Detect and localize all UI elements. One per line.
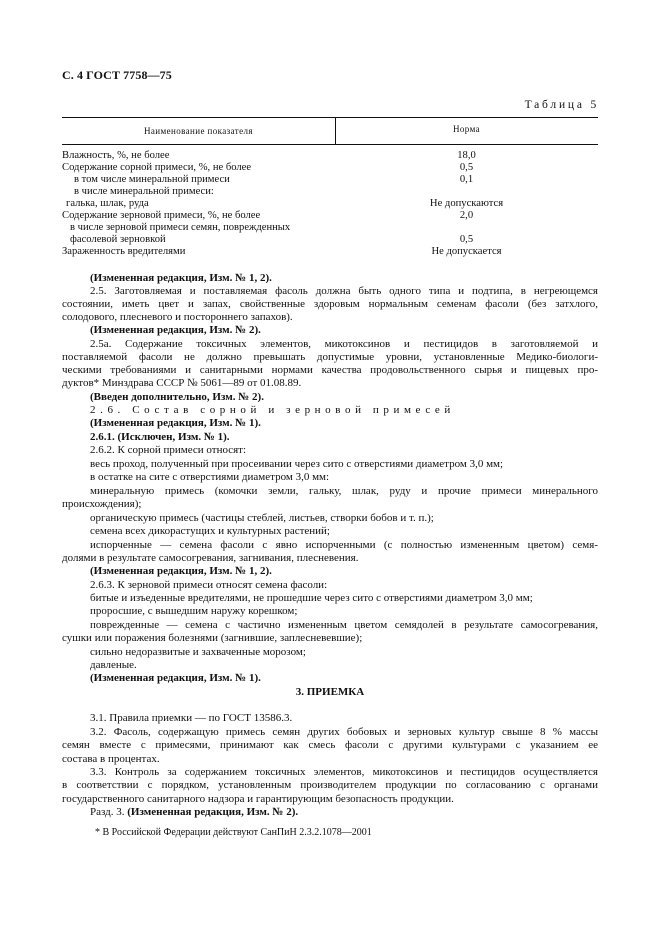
row-name: Зараженность вредителями <box>62 246 186 257</box>
paragraph-line: сушки или поражения болезнями (загнившие, заплесневевшие); <box>62 632 363 644</box>
section-note-prefix: Разд. 3. <box>90 806 125 818</box>
table-row <box>62 198 598 210</box>
table-header-rule <box>62 144 598 145</box>
amendment-note: (Введен дополнительно, Изм. № 2). <box>90 391 264 403</box>
amendment-note: 2.6.1. (Исключен, Изм. № 1). <box>90 431 230 443</box>
paragraph-line: минеральную примесь (комочки земли, гальку, шлак, руду и прочие примеси минерального <box>90 485 598 497</box>
paragraph-line: состава в процентах. <box>62 753 160 765</box>
footnote: * В Российской Федерации действуют СанПиН 2.3.2.1078—2001 <box>95 827 372 838</box>
amendment-note: (Измененная редакция, Изм. № 1). <box>90 417 261 429</box>
row-value: Не допускаются <box>429 198 504 209</box>
table-row <box>62 210 598 222</box>
paragraph-line: семена всех дикорастущих и культурных растений; <box>90 525 330 537</box>
row-name: в том числе минеральной примеси <box>74 174 230 185</box>
amendment-note: (Измененная редакция, Изм. № 2). <box>90 324 261 336</box>
amendment-note: (Измененная редакция, Изм. № 1, 2). <box>90 565 272 577</box>
table-caption: Таблица 5 <box>524 99 599 111</box>
table-header-indicator: Наименование показателя <box>144 126 253 136</box>
row-name: в числе зерновой примеси семян, поврежденных <box>70 222 291 233</box>
table-row <box>62 222 598 234</box>
paragraph-line: поврежденные — семена с частично измененным цветом семядолей в результате самосогревания, <box>90 619 598 631</box>
row-name: Содержание сорной примеси, %, не более <box>62 162 252 173</box>
paragraph-line: долями в результате самосогревания, загнивания, плесневения. <box>62 552 359 564</box>
page-header: С. 4 ГОСТ 7758—75 <box>62 68 172 82</box>
table-top-rule <box>62 117 598 118</box>
paragraph-line: государственного санитарного надзора и гарантирующим безопасность продукции. <box>62 793 454 805</box>
section-amendment-line <box>62 806 626 819</box>
paragraph-line: состоянии, иметь цвет и запах, свойственные здоровым нормальным семенам фасоли (без затхлого, <box>62 298 598 310</box>
row-value: 0,5 <box>459 234 474 245</box>
table-row <box>62 174 598 186</box>
paragraph-line: дуктов* Минздрава СССР № 5061—89 от 01.08.89. <box>62 377 302 389</box>
paragraph-line: в остатке на сите с отверстиями диаметром 3,0 мм: <box>90 471 330 483</box>
paragraph-line: испорченные — семена фасоли с явно испорченными (с полностью измененным цветом) семя- <box>90 539 598 551</box>
row-value: 18,0 <box>457 150 476 161</box>
paragraph-line: битые и изъеденные вредителями, не прошедшие через сито с отверстиями диаметром 3,0 мм; <box>90 592 533 604</box>
paragraph-line: в соответствии с порядком, установленным производителем продукции по согласованию с органами <box>62 779 598 791</box>
row-name: галька, шлак, руда <box>66 198 149 209</box>
table-row <box>62 186 598 198</box>
row-value: Не допускается <box>431 246 502 257</box>
paragraph-line: весь проход, полученный при просеивании через сито с отверстиями диаметром 3,0 мм; <box>90 458 504 470</box>
table-row <box>62 246 598 258</box>
paragraph-line: происхождения); <box>62 498 142 510</box>
paragraph-line: 2.5. Заготовляемая и поставляемая фасоль должна быть одного типа и подтипа, в негреющемся <box>90 285 598 297</box>
row-name: в числе минеральной примеси: <box>74 186 214 197</box>
subsection-title: 2.6. Состав сорной и зерновой примесей <box>90 404 455 416</box>
amendment-note: (Измененная редакция, Изм. № 1, 2). <box>90 272 272 284</box>
paragraph-line: 3.1. Правила приемки — по ГОСТ 13586.3. <box>90 712 293 724</box>
row-name: Влажность, %, не более <box>62 150 170 161</box>
paragraph-line: 2.6.2. К сорной примеси относят: <box>90 444 247 456</box>
paragraph-line: 2.5а. Содержание токсичных элементов, микотоксинов и пестицидов в заготовляемой и <box>90 338 598 350</box>
paragraph-line: органическую примесь (частицы стеблей, листьев, створки бобов и т. п.); <box>90 512 434 524</box>
paragraph-line: 2.6.3. К зерновой примеси относят семена фасоли: <box>90 579 328 591</box>
row-name: Содержание зерновой примеси, %, не более <box>62 210 261 221</box>
row-value: 0,1 <box>459 174 474 185</box>
table-row <box>62 150 598 162</box>
paragraph-line: ческими требованиями и санитарными нормами качества продовольственного сырья и пищевых про- <box>62 364 598 376</box>
paragraph-line: 3.2. Фасоль, содержащую примесь семян других бобовых и зерновых культур свыше 8 % массы <box>90 726 598 738</box>
amendment-note: (Измененная редакция, Изм. № 1). <box>90 672 261 684</box>
table-header-norm: Норма <box>453 124 480 134</box>
row-name: фасолевой зерновкой <box>70 234 166 245</box>
paragraph-line: солодового, плесневого и постороннего запахов). <box>62 311 293 323</box>
paragraph-line: поставляемой фасоли не должно превышать допустимые уровни, установленные Медико-биологи- <box>62 351 598 363</box>
paragraph-line: проросшие, с вышедшим наружу корешком; <box>90 605 298 617</box>
paragraph-line: семян вместе с примесями, принимают как смесь фасоли с другими культурами с указанием ее <box>62 739 598 751</box>
paragraph-line: давленые. <box>90 659 137 671</box>
table-row <box>62 234 598 246</box>
paragraph-line: 3.3. Контроль за содержанием токсичных элементов, микотоксинов и пестицидов осуществляется <box>90 766 598 778</box>
amendment-note: (Измененная редакция, Изм. № 2). <box>127 806 299 818</box>
section-title: 3. ПРИЕМКА <box>295 686 365 698</box>
paragraph-line: сильно недоразвитые и захваченные морозом; <box>90 646 306 658</box>
row-value: 2,0 <box>459 210 474 221</box>
row-value: 0,5 <box>459 162 474 173</box>
table-row <box>62 162 598 174</box>
